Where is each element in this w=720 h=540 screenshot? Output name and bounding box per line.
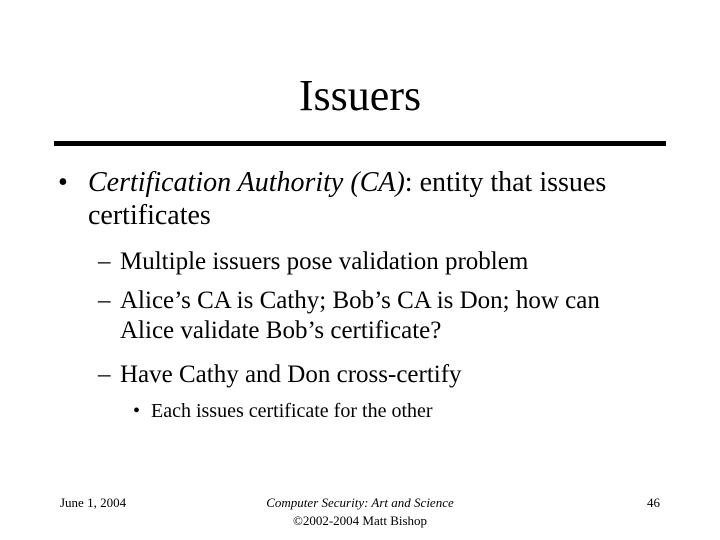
sub-bullet-text: Have Cathy and Don cross-certify [120,361,462,388]
sub-bullet-cross-certify [98,360,658,390]
footer-course [200,494,520,530]
slide-title: Issuers [298,71,422,120]
bullet-content [88,166,658,232]
dash-marker: – [98,287,111,314]
dash-marker: – [98,361,111,388]
sub-sub-bullet-text: Each issues certificate for the other [151,400,433,422]
sub-sub-bullet-each-issues [133,399,653,423]
dash-marker: – [98,248,111,275]
footer-page-number: 46 [647,495,660,510]
bullet-marker: • [58,167,68,198]
bullet-marker: • [133,400,141,422]
sub-bullet-multiple-issuers [98,247,658,277]
footer-course-title: Computer Security: Art and Science [266,495,454,510]
bullet-certification-authority [58,166,658,232]
sub-bullet-alice-bob [98,286,658,346]
sub-bullet-text: Alice’s CA is Cathy; Bob’s CA is Don; how can Alice validate Bob’s certificate? [120,287,600,344]
bullet-term: Certification Authority (CA) [88,167,405,198]
bullet-definition: : entity that issues certificates [88,167,607,231]
footer-copyright: ©2002-2004 Matt Bishop [292,513,428,528]
footer-date: June 1, 2004 [60,495,127,510]
sub-bullet-text: Multiple issuers pose validation problem [120,248,529,275]
title-divider [54,141,666,146]
